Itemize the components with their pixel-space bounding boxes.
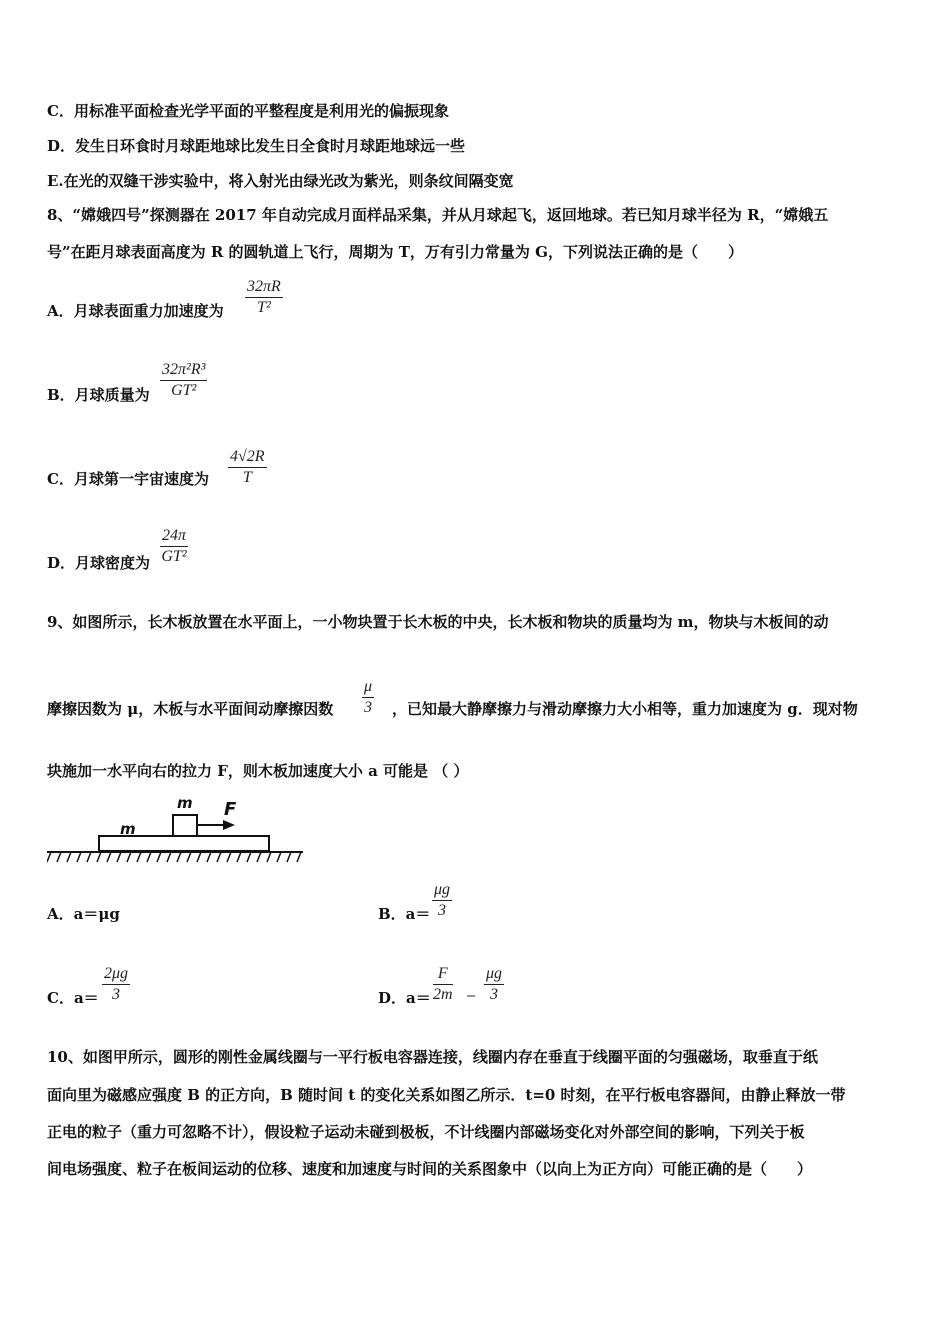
q9-option-d: D．a＝ <box>378 989 431 1007</box>
q8c-numerator: 4√2R <box>228 448 267 468</box>
q8a-fraction <box>245 278 283 317</box>
q8b-numerator: 32π²R³ <box>160 361 207 381</box>
q8c-denominator: T <box>242 469 252 486</box>
q9d-minus-sign: − <box>466 986 477 1006</box>
board-mass-label: m <box>120 820 136 838</box>
q9-diagram <box>47 790 307 870</box>
ground-hatching <box>47 852 301 862</box>
q9d2-denominator: 3 <box>490 986 499 1003</box>
q9c-denominator: 3 <box>112 986 121 1003</box>
q9d2-numerator: μg <box>484 965 504 985</box>
q9-stem-line3: 块施加一水平向右的拉力 F，则木板加速度大小 a 可能是 （ ） <box>47 762 469 780</box>
q8-option-d: D．月球密度为 <box>47 554 151 572</box>
q8-stem-line2: 号”在距月球表面高度为 R 的圆轨道上飞行，周期为 T，万有引力常量为 G，下列说法正确的是（ ） <box>47 243 743 261</box>
option-d-previous: D．发生日环食时月球距地球比发生日全食时月球距地球远一些 <box>47 137 466 155</box>
force-label: F <box>224 799 237 820</box>
q9-option-b: B．a＝ <box>378 905 431 923</box>
q8-option-b: B．月球质量为 <box>47 386 150 404</box>
q9b-numerator: μg <box>432 881 452 901</box>
q10-stem-line1: 10、如图甲所示，圆形的刚性金属线圈与一平行板电容器连接，线圈内存在垂直于线圈平面的匀强磁场，取垂直于纸 <box>47 1048 818 1066</box>
q9d1-denominator: 2m <box>433 986 453 1003</box>
q9d-fraction-2 <box>484 965 504 1004</box>
block-mass-label: m <box>177 794 193 812</box>
q9-stem-line2b: ，已知最大静摩擦力与滑动摩擦力大小相等，重力加速度为 g．现对物 <box>392 700 858 718</box>
q10-stem-line3: 正电的粒子（重力可忽略不计），假设粒子运动未碰到极板，不计线圈内部磁场变化对外部空间的影响，下列关于板 <box>47 1123 805 1141</box>
q8-option-a: A．月球表面重力加速度为 <box>47 302 224 320</box>
q8c-fraction <box>228 448 267 487</box>
q9-mu-numerator: μ <box>362 678 374 698</box>
q8a-numerator: 32πR <box>245 278 283 298</box>
force-arrow-head <box>223 820 235 830</box>
q9b-denominator: 3 <box>438 902 447 919</box>
q9-option-c: C．a＝ <box>47 989 99 1007</box>
q8b-fraction <box>160 361 207 400</box>
q8-stem-line1: 8、“嫦娥四号”探测器在 2017 年自动完成月面样品采集，并从月球起飞，返回地球。若已知月球半径为 R，“嫦娥五 <box>47 206 829 224</box>
option-e-previous: E.在光的双缝干涉实验中，将入射光由绿光改为紫光，则条纹间隔变宽 <box>47 172 514 190</box>
option-c-previous: C．用标准平面检查光学平面的平整程度是利用光的偏振现象 <box>47 102 449 120</box>
small-block <box>173 815 197 836</box>
q9d-fraction-1 <box>433 965 453 1004</box>
q8b-denominator: GT² <box>171 382 197 399</box>
q10-stem-line4: 间电场强度、粒子在板间运动的位移、速度和加速度与时间的关系图象中（以向上为正方向）可能正确的是（ ） <box>47 1160 813 1178</box>
long-board <box>99 836 269 851</box>
q8a-denominator: T² <box>257 299 271 316</box>
q9-option-a: A．a＝μg <box>47 905 120 923</box>
q9-stem-line1: 9、如图所示，长木板放置在水平面上，一小物块置于长木板的中央，长木板和物块的质量均为 m，物块与木板间的动 <box>47 613 829 631</box>
q9-mu-denominator: 3 <box>364 699 373 716</box>
q8d-fraction <box>160 527 188 566</box>
q10-stem-line2: 面向里为磁感应强度 B 的正方向，B 随时间 t 的变化关系如图乙所示．t=0 时刻，在平行板电容器间，由静止释放一带 <box>47 1086 846 1104</box>
q8d-denominator: GT² <box>161 548 187 565</box>
q8-option-c: C．月球第一宇宙速度为 <box>47 470 209 488</box>
q8d-numerator: 24π <box>160 527 188 547</box>
q9-stem-line2a: 摩擦因数为 μ，木板与水平面间动摩擦因数 <box>47 700 334 718</box>
q9c-numerator: 2μg <box>102 965 130 985</box>
q9b-fraction <box>432 881 452 920</box>
q9c-fraction <box>102 965 130 1004</box>
q9d1-numerator: F <box>433 965 453 985</box>
q9-mu-fraction <box>362 678 374 717</box>
